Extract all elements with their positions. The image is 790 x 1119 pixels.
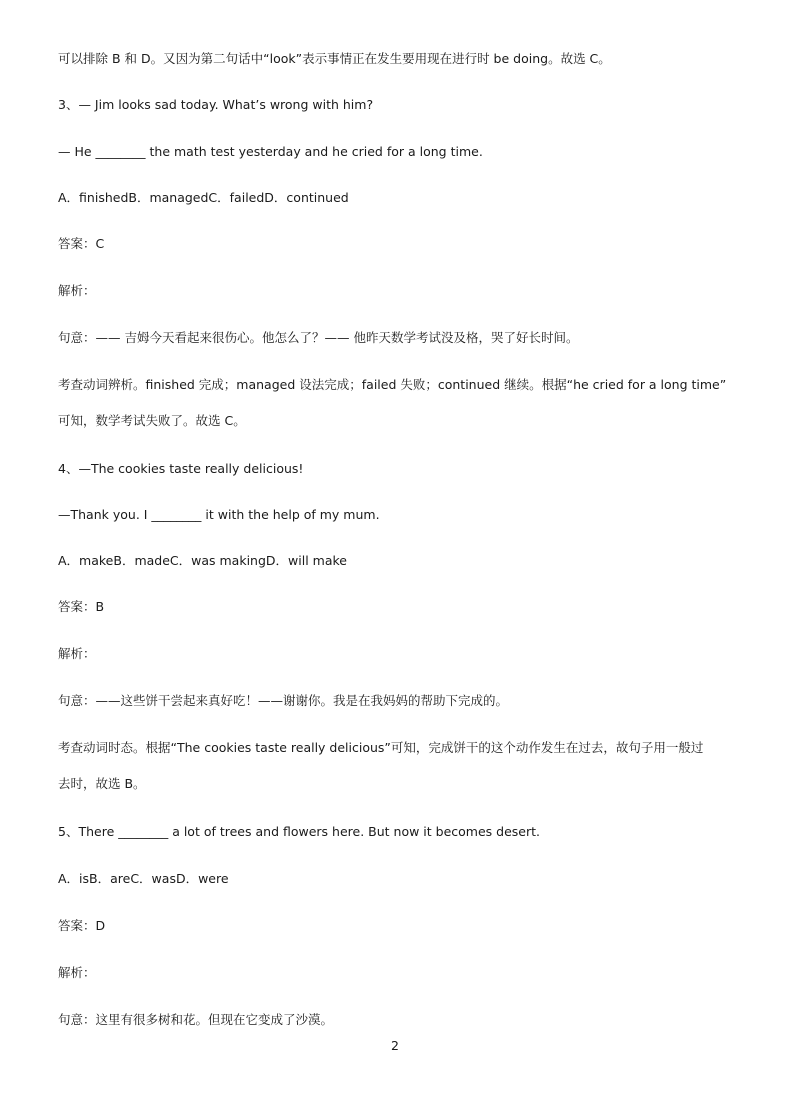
- question-4-meaning: 句意：——这些饼干尝起来真好吃！——谢谢你。我是在我妈妈的帮助下完成的。: [58, 693, 509, 708]
- question-3-meaning: 句意：—— 吉姆今天看起来很伤心。他怎么了？—— 他昨天数学考试没及格，哭了好长时间。: [58, 330, 579, 345]
- question-5-analysis-label: 解析：: [58, 965, 96, 980]
- question-4-answer: 答案：B: [58, 599, 105, 614]
- question-3-blank-line: — He ________ the math test yesterday and he cried for a long time.: [58, 144, 483, 159]
- question-5-answer: 答案：D: [58, 918, 106, 933]
- question-4-analysis-label: 解析：: [58, 646, 96, 661]
- question-4-explanation-cont: 去时，故选 B。: [58, 776, 146, 791]
- question-4-explanation: 考查动词时态。根据“The cookies taste really delicious”可知，完成饼干的这个动作发生在过去，故句子用一般过: [58, 740, 704, 755]
- question-3-analysis-label: 解析：: [58, 283, 96, 298]
- question-4-blank-line: —Thank you. I ________ it with the help of my mum.: [58, 507, 380, 522]
- question-4-options: A．makeB．madeC．was makingD．will make: [58, 553, 347, 568]
- question-3-options: A．finishedB．managedC．failedD．continued: [58, 190, 349, 205]
- question-3-answer: 答案：C: [58, 236, 105, 251]
- question-3-explanation: 考查动词辨析。finished 完成；managed 设法完成；failed 失败；continued 继续。根据“he cried for a long time”: [58, 377, 727, 392]
- question-3-explanation-cont: 可知，数学考试失败了。故选 C。: [58, 413, 246, 428]
- question-5-prompt: 5、There ________ a lot of trees and flowers here. But now it becomes desert.: [58, 824, 540, 839]
- question-5-options: A．isB．areC．wasD．were: [58, 871, 229, 886]
- question-4-prompt: 4、—The cookies taste really delicious!: [58, 461, 304, 476]
- page-number: 2: [391, 1038, 399, 1053]
- text-line: 可以排除 B 和 D。又因为第二句话中“look”表示事情正在发生要用现在进行时 be doing。故选 C。: [58, 51, 611, 66]
- question-3-prompt: 3、— Jim looks sad today. What’s wrong with him?: [58, 97, 374, 112]
- question-5-meaning: 句意：这里有很多树和花。但现在它变成了沙漠。: [58, 1012, 334, 1027]
